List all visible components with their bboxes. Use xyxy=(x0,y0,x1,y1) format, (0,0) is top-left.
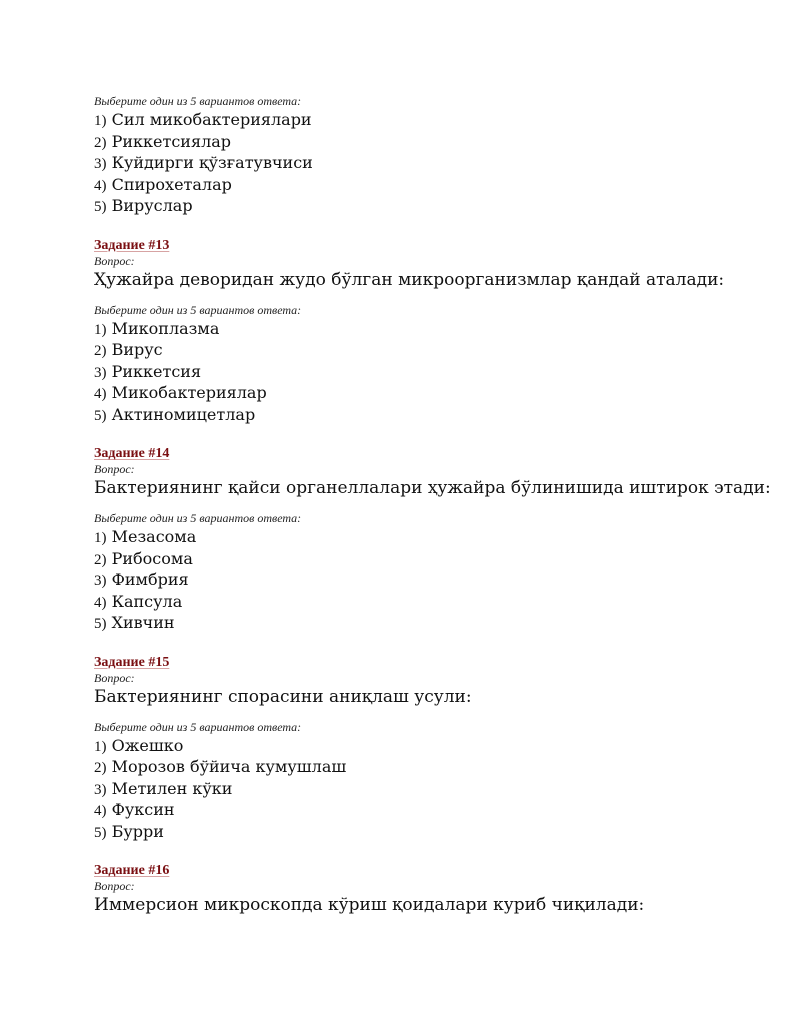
option-text: Куйдирги қўзғатувчиси xyxy=(111,153,313,172)
document-page xyxy=(94,94,774,928)
option-number: 3) xyxy=(94,781,107,798)
option-number: 1) xyxy=(94,738,107,755)
answer-option[interactable] xyxy=(94,195,774,217)
option-number: 4) xyxy=(94,386,107,402)
answer-option[interactable] xyxy=(94,526,774,548)
question-text: Иммерсион микроскопда кўриш қоидалари куриб чиқилади: xyxy=(94,895,645,915)
option-text: Хивчин xyxy=(111,613,175,632)
option-text: Актиномицетлар xyxy=(111,404,256,424)
answer-options xyxy=(94,109,774,217)
option-text: Вируслар xyxy=(111,196,193,215)
option-number: 1) xyxy=(94,321,107,338)
answer-option[interactable] xyxy=(94,735,774,757)
answer-option[interactable] xyxy=(94,778,774,800)
choose-hint: Выберите один из 5 вариантов ответа: xyxy=(94,511,302,525)
answer-option[interactable] xyxy=(94,591,774,613)
option-text: Микобактериялар xyxy=(111,383,267,402)
answer-option[interactable] xyxy=(94,382,774,404)
option-number: 5) xyxy=(94,616,107,632)
choose-hint: Выберите один из 5 вариантов ответа: xyxy=(94,302,302,317)
answer-option[interactable] xyxy=(94,152,774,174)
question-label: Вопрос: xyxy=(94,670,135,685)
task-14 xyxy=(94,442,774,634)
option-number: 4) xyxy=(94,803,107,819)
option-text: Фимбрия xyxy=(111,570,189,589)
answer-option[interactable] xyxy=(94,548,774,570)
option-text: Сил микобактериялари xyxy=(111,110,312,129)
option-text: Риккетсиялар xyxy=(111,131,232,151)
answer-options xyxy=(94,526,774,634)
option-text: Морозов бўйича кумушлаш xyxy=(111,757,347,776)
option-text: Вирус xyxy=(111,340,163,359)
answer-option[interactable] xyxy=(94,131,774,153)
option-number: 2) xyxy=(94,551,107,568)
question-text: Бактериянинг қайси органеллалари ҳужайра бўлинишида иштирок этади: xyxy=(94,478,771,498)
choose-hint: Выберите один из 5 вариантов ответа: xyxy=(94,94,302,108)
question-label: Вопрос: xyxy=(94,253,135,268)
choose-hint: Выберите один из 5 вариантов ответа: xyxy=(94,719,302,734)
option-number: 3) xyxy=(94,156,107,172)
option-text: Ожешко xyxy=(111,735,184,755)
option-text: Метилен кўки xyxy=(111,778,233,798)
task-12-answers xyxy=(94,94,774,217)
option-text: Риккетсия xyxy=(111,361,202,381)
option-number: 2) xyxy=(94,134,107,151)
option-number: 5) xyxy=(94,407,107,424)
answer-option[interactable] xyxy=(94,174,774,196)
option-number: 4) xyxy=(94,177,107,194)
option-text: Фуксин xyxy=(111,800,175,819)
option-number: 3) xyxy=(94,573,107,589)
option-number: 5) xyxy=(94,824,107,841)
task-16 xyxy=(94,859,774,917)
option-text: Бурри xyxy=(111,821,164,841)
task-15 xyxy=(94,651,774,843)
question-text: Бактериянинг спорасини аниқлаш усули: xyxy=(94,686,472,707)
answer-option[interactable] xyxy=(94,821,774,843)
task-title: Задание #16 xyxy=(94,863,170,878)
option-text: Рибосома xyxy=(111,548,193,568)
question-label: Вопрос: xyxy=(94,879,135,893)
option-number: 2) xyxy=(94,760,107,776)
task-title: Задание #13 xyxy=(94,237,170,253)
option-text: Спирохеталар xyxy=(111,174,232,194)
question-text: Ҳужайра деворидан жудо бўлган микроорганизмлар қандай аталади: xyxy=(94,269,725,290)
option-number: 3) xyxy=(94,364,107,381)
option-text: Капсула xyxy=(111,591,183,611)
option-number: 5) xyxy=(94,199,107,215)
answer-option[interactable] xyxy=(94,799,774,821)
question-label: Вопрос: xyxy=(94,462,135,476)
answer-option[interactable] xyxy=(94,318,774,340)
option-text: Мезасома xyxy=(111,527,197,546)
answer-options xyxy=(94,318,774,426)
option-number: 4) xyxy=(94,594,107,611)
option-number: 1) xyxy=(94,530,107,546)
answer-option[interactable] xyxy=(94,612,774,634)
option-text: Микоплазма xyxy=(111,318,220,338)
answer-option[interactable] xyxy=(94,339,774,361)
task-13 xyxy=(94,234,774,426)
option-number: 2) xyxy=(94,343,107,359)
option-number: 1) xyxy=(94,113,107,129)
answer-option[interactable] xyxy=(94,756,774,778)
answer-option[interactable] xyxy=(94,569,774,591)
task-title: Задание #14 xyxy=(94,446,170,461)
answer-options xyxy=(94,735,774,843)
answer-option[interactable] xyxy=(94,404,774,426)
answer-option[interactable] xyxy=(94,361,774,383)
answer-option[interactable] xyxy=(94,109,774,131)
task-title: Задание #15 xyxy=(94,654,170,670)
